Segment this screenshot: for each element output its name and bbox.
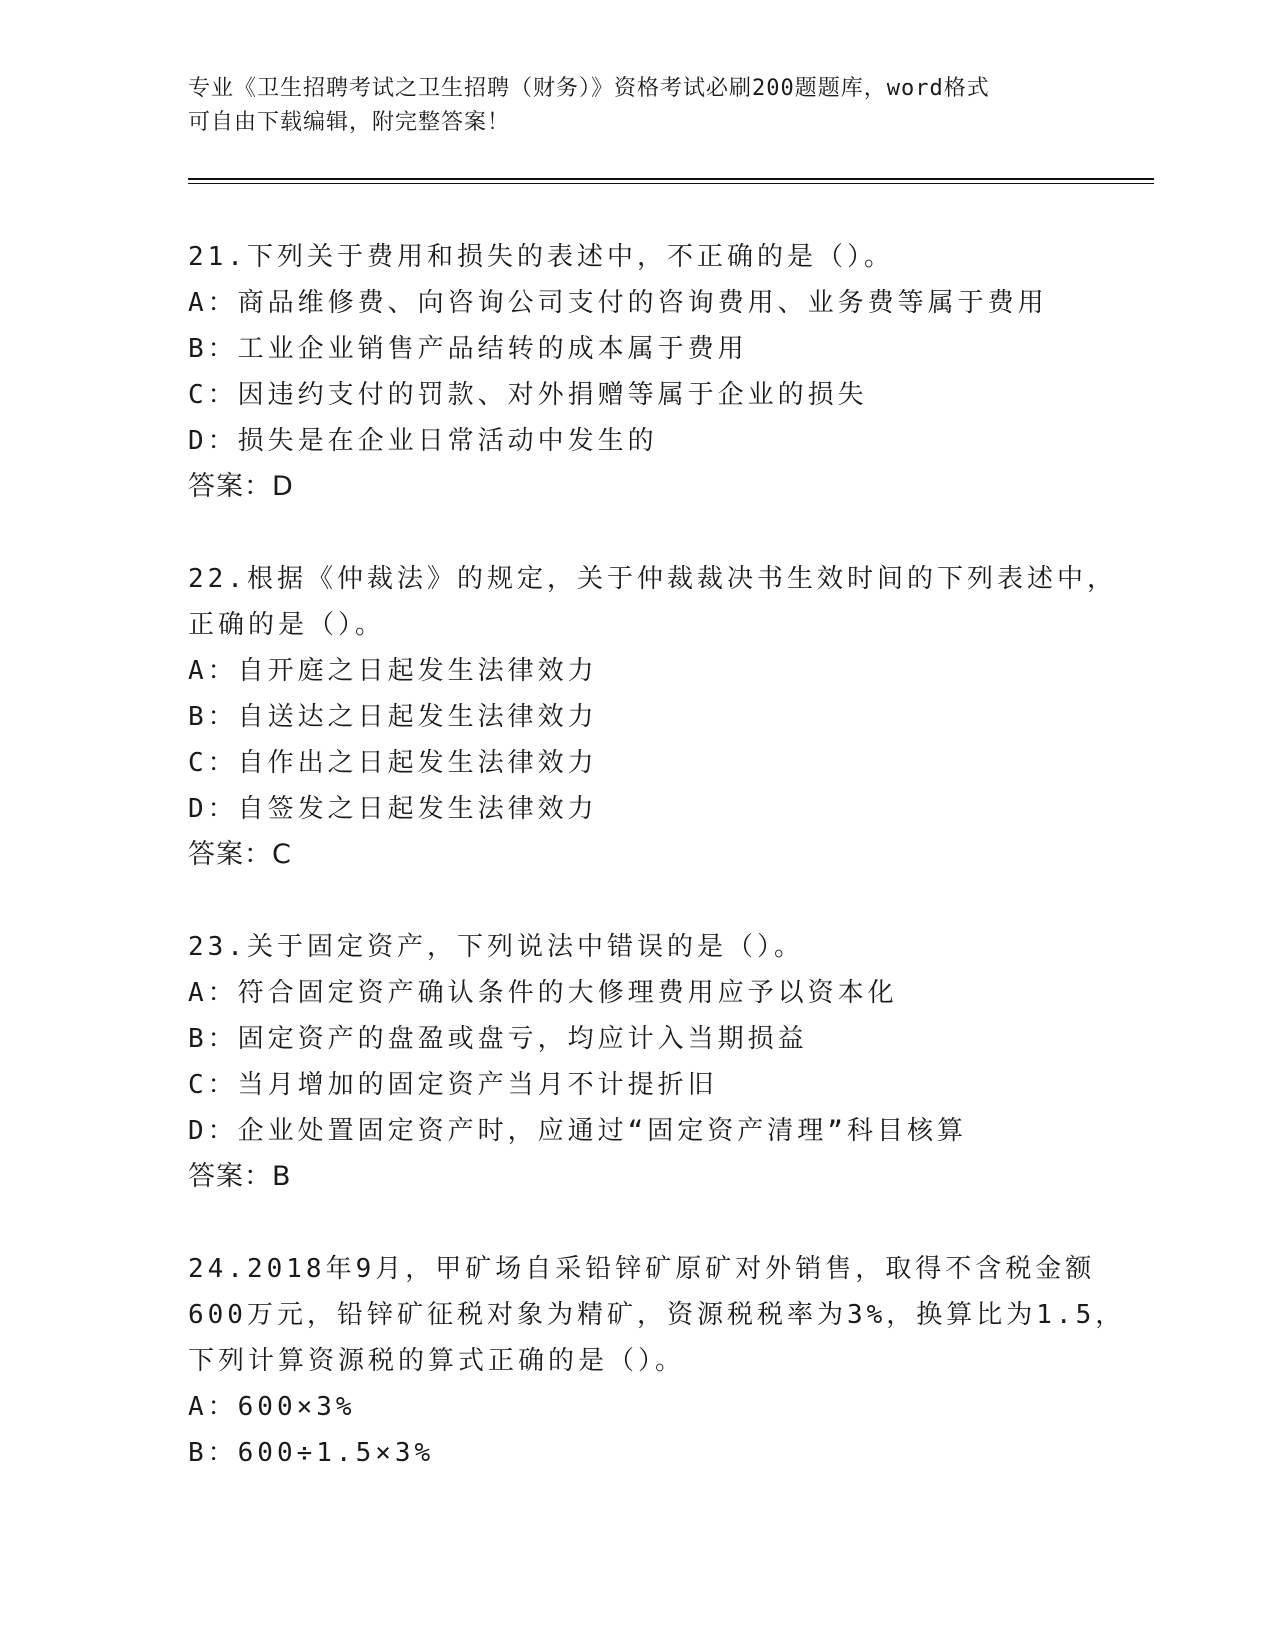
option-a: A：600×3%: [188, 1392, 356, 1422]
question-21: [188, 234, 1088, 510]
option-b: B：自送达之日起发生法律效力: [188, 702, 598, 732]
option-a: A：符合固定资产确认条件的大修理费用应予以资本化: [188, 978, 898, 1008]
answer-line: 答案：B: [188, 1161, 292, 1192]
question-stem-continued: 600万元，铅锌矿征税对象为精矿，资源税税率为3%，换算比为1.5，: [188, 1300, 1126, 1330]
question-stem-continued: 下列计算资源税的算式正确的是（）。: [188, 1346, 686, 1376]
header-line-1: 专业《卫生招聘考试之卫生招聘（财务）》资格考试必刷200题题库，word格式: [188, 76, 990, 101]
question-stem-continued: 正确的是（）。: [188, 610, 386, 640]
question-23: [188, 924, 1088, 1200]
question-24: [188, 1246, 1126, 1476]
option-c: C：因违约支付的罚款、对外捐赠等属于企业的损失: [188, 380, 868, 410]
question-22: [188, 556, 1117, 878]
header-divider-thin: [188, 183, 1154, 184]
option-a: A：商品维修费、向咨询公司支付的咨询费用、业务费等属于费用: [188, 288, 1048, 318]
question-stem: 22.根据《仲裁法》的规定，关于仲裁裁决书生效时间的下列表述中，: [188, 564, 1117, 594]
option-d: D：损失是在企业日常活动中发生的: [188, 426, 658, 456]
answer-line: 答案：C: [188, 839, 292, 870]
header-line-2: 可自由下载编辑，附完整答案！: [188, 110, 511, 135]
option-b: B：600÷1.5×3%: [188, 1438, 435, 1468]
question-stem: 24.2018年9月，甲矿场自采铅锌矿原矿对外销售，取得不含税金额: [188, 1254, 1096, 1284]
option-c: C：当月增加的固定资产当月不计提折旧: [188, 1070, 718, 1100]
header-divider-thick: [188, 178, 1154, 180]
option-d: D：企业处置固定资产时，应通过“固定资产清理”科目核算: [188, 1116, 967, 1146]
answer-line: 答案：D: [188, 471, 294, 502]
option-b: B：工业企业销售产品结转的成本属于费用: [188, 334, 748, 364]
option-d: D：自签发之日起发生法律效力: [188, 794, 598, 824]
option-b: B：固定资产的盘盈或盘亏，均应计入当期损益: [188, 1024, 808, 1054]
question-stem: 23.关于固定资产，下列说法中错误的是（）。: [188, 932, 804, 962]
option-a: A：自开庭之日起发生法律效力: [188, 656, 598, 686]
question-stem: 21.下列关于费用和损失的表述中，不正确的是（）。: [188, 242, 894, 272]
question-list: [188, 234, 1126, 1522]
document-header: [188, 72, 1088, 140]
option-c: C：自作出之日起发生法律效力: [188, 748, 598, 778]
